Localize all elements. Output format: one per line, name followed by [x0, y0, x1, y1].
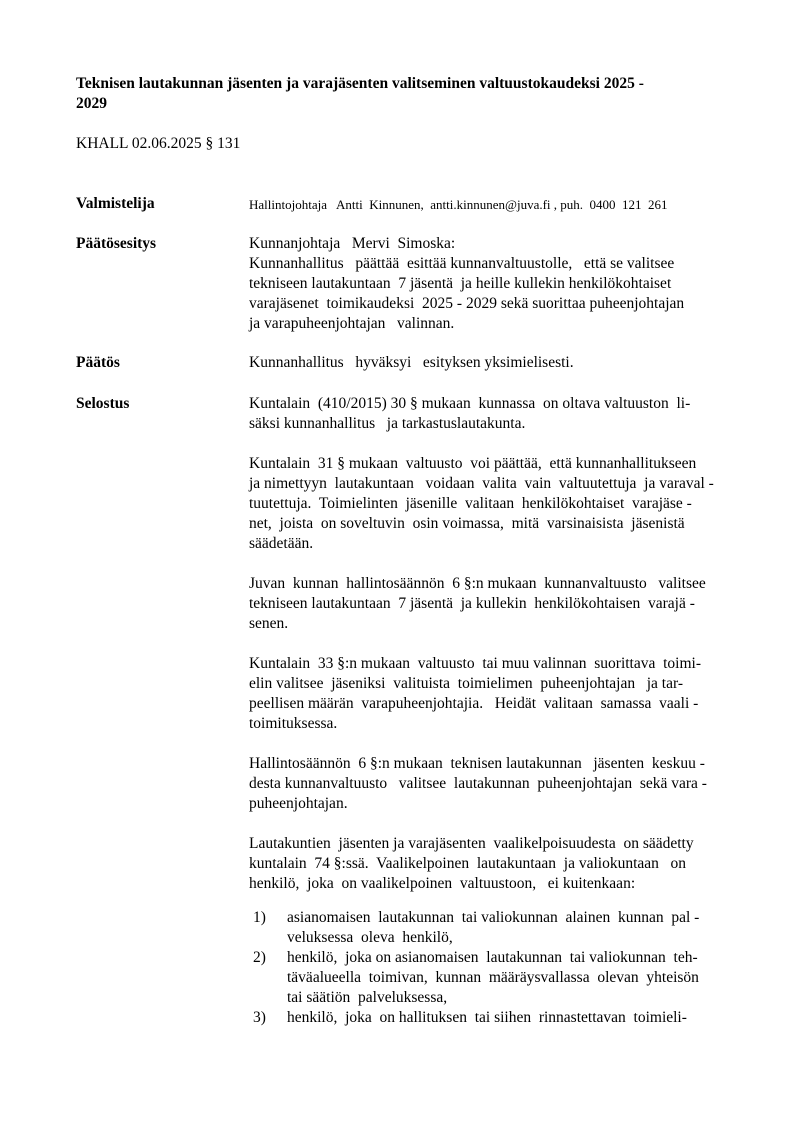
list-item [249, 1008, 739, 1028]
label-paatosesitys: Päätösesitys [76, 235, 157, 252]
paatosesitys-text [249, 234, 739, 334]
selostus-line: tuutettuja. Toimielinten jäsenille valitaan henkilökohtaiset varajäse - [249, 495, 692, 512]
selostus-paragraph [249, 394, 739, 434]
list-item-line: henkilö, joka on asianomaisen lautakunnan tai valiokunnan teh- [287, 949, 698, 966]
list-item-text [287, 908, 699, 948]
paatosesitys-line: varajäsenet toimikaudeksi 2025 - 2029 sekä suorittaa puheenjohtajan [249, 295, 685, 312]
document-title [76, 74, 726, 114]
list-item [249, 908, 739, 948]
meeting-reference: KHALL 02.06.2025 § 131 [76, 135, 241, 152]
list-item-text [287, 948, 699, 1008]
list-item-line: asianomaisen lautakunnan tai valiokunnan alainen kunnan pal - [287, 909, 700, 926]
list-item-line: täväalueella toimivan, kunnan määräysvallassa olevan yhteisön [287, 969, 699, 986]
list-item-number: 3) [253, 1009, 266, 1026]
label-paatos: Päätös [76, 354, 120, 371]
title-line: Teknisen lautakunnan jäsenten ja varajäsenten valitseminen valtuustokaudeksi 2025 - [76, 75, 644, 92]
selostus-line: Hallintosäännön 6 §:n mukaan teknisen lautakunnan jäsenten keskuu - [249, 755, 705, 772]
label-valmistelija: Valmistelija [76, 195, 155, 212]
selostus-paragraph [249, 454, 739, 554]
selostus-text [249, 394, 739, 914]
selostus-line: senen. [249, 615, 289, 632]
selostus-line: ja nimettyyn lautakuntaan voidaan valita vain valtuutettuja ja varaval - [249, 475, 714, 492]
paatosesitys-line: ja varapuheenjohtajan valinnan. [249, 315, 455, 332]
selostus-paragraph [249, 834, 739, 894]
selostus-line: Kuntalain (410/2015) 30 § mukaan kunnassa on oltava valtuuston li- [249, 395, 691, 412]
selostus-line: henkilö, joka on vaalikelpoinen valtuustoon, ei kuitenkaan: [249, 875, 636, 892]
label-selostus: Selostus [76, 395, 130, 412]
selostus-paragraph [249, 654, 739, 734]
valmistelija-line: Hallintojohtaja Antti Kinnunen, antti.kinnunen@juva.fi , puh. 0400 121 261 [249, 197, 668, 212]
paatosesitys-line: Kunnanhallitus päättää esittää kunnanvaltuustolle, että se valitsee [249, 255, 675, 272]
list-item-line: veluksessa oleva henkilö, [287, 929, 453, 946]
selostus-line: puheenjohtajan. [249, 795, 348, 812]
selostus-line: Juvan kunnan hallintosäännön 6 §:n mukaan kunnanvaltuusto valitsee [249, 575, 706, 592]
valmistelija-text [249, 195, 739, 215]
paatos-text [249, 353, 739, 373]
selostus-paragraph [249, 574, 739, 634]
list-item [249, 948, 739, 1008]
selostus-paragraph [249, 754, 739, 814]
selostus-line: net, joista on soveltuvin osin voimassa, mitä varsinaisista jäsenistä [249, 515, 685, 532]
selostus-line: toimituksessa. [249, 715, 338, 732]
selostus-line: Lautakuntien jäsenten ja varajäsenten vaalikelpoisuudesta on säädetty [249, 835, 694, 852]
list-item-text [287, 1008, 687, 1028]
selostus-line: tekniseen lautakuntaan 7 jäsentä ja kullekin henkilökohtaisen varajä - [249, 595, 695, 612]
list-item-number: 2) [253, 949, 266, 966]
eligibility-list [249, 908, 739, 1028]
selostus-line: kuntalain 74 §:ssä. Vaalikelpoinen lautakuntaan ja valiokuntaan on [249, 855, 687, 872]
selostus-line: desta kunnanvaltuusto valitsee lautakunnan puheenjohtajan sekä vara - [249, 775, 707, 792]
paatosesitys-line: Kunnanjohtaja Mervi Simoska: [249, 235, 456, 252]
selostus-line: elin valitsee jäseniksi valituista toimielimen puheenjohtajan ja tar- [249, 675, 683, 692]
selostus-line: Kuntalain 31 § mukaan valtuusto voi päättää, että kunnanhallitukseen [249, 455, 697, 472]
list-item-number: 1) [253, 909, 266, 926]
selostus-line: säädetään. [249, 535, 314, 552]
paatosesitys-line: tekniseen lautakuntaan 7 jäsentä ja heille kullekin henkilökohtaiset [249, 275, 672, 292]
selostus-line: Kuntalain 33 §:n mukaan valtuusto tai muu valinnan suorittava toimi- [249, 655, 702, 672]
list-item-line: henkilö, joka on hallituksen tai siihen rinnastettavan toimieli- [287, 1009, 687, 1026]
paatos-line: Kunnanhallitus hyväksyi esityksen yksimielisesti. [249, 354, 574, 371]
selostus-line: säksi kunnanhallitus ja tarkastuslautakunta. [249, 415, 526, 432]
title-line: 2029 [76, 95, 107, 112]
list-item-line: tai säätiön palveluksessa, [287, 989, 448, 1006]
selostus-line: peellisen määrän varapuheenjohtajia. Heidät valitaan samassa vaali - [249, 695, 699, 712]
